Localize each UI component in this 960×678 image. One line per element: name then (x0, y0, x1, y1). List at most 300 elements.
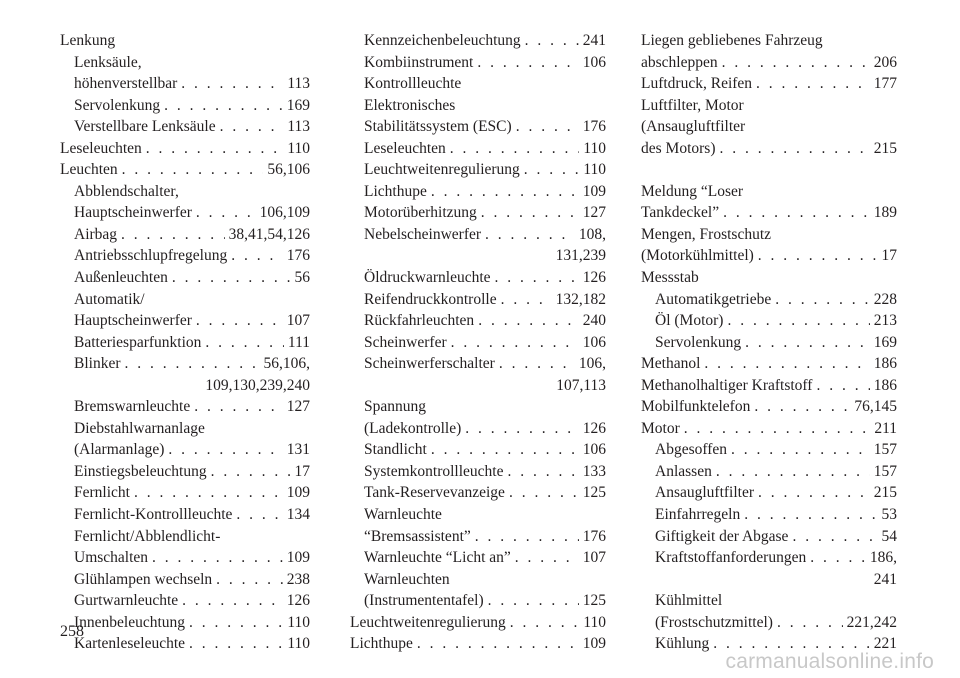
index-column-1 (60, 30, 310, 655)
index-term: (Motorkühlmittel) (641, 247, 754, 265)
index-term: Öl (Motor) (655, 312, 724, 330)
index-page-refs: 176 (286, 247, 310, 265)
index-page-refs: 107,113 (556, 376, 606, 394)
index-subentry (60, 396, 310, 418)
index-page-refs: 240 (582, 312, 606, 330)
index-page-refs: 17 (294, 462, 310, 480)
index-page-refs: 176 (582, 118, 606, 136)
dot-leader (465, 418, 578, 440)
index-subentry (641, 310, 897, 332)
index-page-refs: 157 (873, 462, 897, 480)
dot-leader (172, 267, 291, 289)
index-page-refs: 106 (582, 441, 606, 459)
index-page-refs: 56 (294, 269, 310, 287)
dot-leader (524, 159, 580, 181)
index-page-refs: 134 (286, 506, 310, 524)
index-spacer (641, 159, 897, 181)
index-term: Kombiinstrument (364, 53, 474, 71)
index-page-refs: 126 (582, 269, 606, 287)
index-subentry (60, 482, 310, 504)
index-term: Warnleuchte (364, 506, 442, 524)
index-entry (60, 138, 310, 160)
index-page-refs: 109 (582, 182, 606, 200)
index-page-refs: 157 (873, 441, 897, 459)
index-page-refs: 56,106 (267, 161, 310, 179)
index-term: Kennzeichenbeleuchtung (364, 32, 521, 49)
dot-leader (758, 482, 870, 504)
index-term: Elektronisches (364, 96, 456, 114)
dot-leader (451, 332, 579, 354)
index-term: Methanolhaltiger Kraftstoff (641, 376, 813, 394)
dot-leader (501, 289, 552, 311)
index-term: Fernlicht-Kontrollleuchte (74, 506, 233, 524)
index-entry (641, 116, 897, 138)
index-term: Warnleuchten (364, 570, 450, 588)
index-subentry (60, 590, 310, 612)
index-subentry (641, 526, 897, 548)
index-subentry (641, 289, 897, 311)
dot-leader (525, 30, 579, 52)
index-term: Leuchtweitenregulierung (364, 161, 520, 179)
index-page-refs: 108, (578, 225, 606, 243)
index-page-refs: 132,182 (555, 290, 606, 308)
index-entry (641, 375, 897, 397)
index-page-refs: 53 (881, 506, 897, 524)
index-entry (60, 159, 310, 181)
dot-leader (745, 332, 870, 354)
watermark: carmanualsonline.info (725, 650, 934, 673)
index-term: Leuchtweitenregulierung (350, 613, 506, 631)
dot-leader (168, 439, 282, 461)
index-page-refs: 125 (582, 592, 606, 610)
index-subentry (60, 569, 310, 591)
dot-leader (475, 526, 579, 548)
index-subentry (60, 526, 310, 548)
index-term: Systemkontrollleuchte (364, 462, 504, 480)
index-subentry (60, 504, 310, 526)
index-term: Luftfilter, Motor (641, 96, 744, 114)
index-entry (641, 418, 897, 440)
index-term: Warnleuchte “Licht an” (364, 549, 511, 567)
index-term: Hauptscheinwerfer (74, 204, 192, 222)
dot-leader (754, 396, 850, 418)
index-subentry (641, 439, 897, 461)
index-term: “Bremsassistent” (364, 527, 471, 545)
index-term: Scheinwerferschalter (364, 355, 495, 373)
index-page-refs: 241 (582, 32, 606, 49)
index-subentry (350, 590, 606, 612)
index-subentry (60, 245, 310, 267)
index-term: Luftdruck, Reifen (641, 75, 753, 93)
dot-leader (134, 482, 283, 504)
index-page-refs: 110 (287, 613, 310, 631)
index-page-refs: 107 (286, 312, 310, 330)
index-subentry (60, 418, 310, 440)
index-subentry (60, 353, 310, 375)
dot-leader (507, 461, 578, 483)
index-term: (Instrumententafel) (364, 592, 484, 610)
index-page-refs: 131 (286, 441, 310, 459)
index-page-refs: 211 (874, 419, 897, 437)
index-page-refs: 131,239 (555, 247, 606, 265)
index-term: Tank-Reservevanzeige (364, 484, 505, 502)
index-term: Methanol (641, 355, 701, 373)
index-term: Diebstahlwarnanlage (74, 419, 205, 437)
index-page-refs: 109 (286, 549, 310, 567)
dot-leader (756, 73, 870, 95)
index-subentry (350, 526, 606, 548)
index-subentry (60, 310, 310, 332)
index-subentry (350, 30, 606, 52)
index-page-refs: 113 (287, 118, 310, 136)
index-page-refs: 56,106, (263, 355, 310, 373)
dot-leader (431, 439, 579, 461)
index-page-refs: 109 (582, 635, 606, 653)
dot-leader (205, 332, 283, 354)
index-term: Messstab (641, 269, 699, 287)
index-entry (641, 73, 897, 95)
index-page-refs: 107 (582, 549, 606, 567)
index-page-refs: 106, (578, 355, 606, 373)
index-term: Außenleuchten (74, 269, 168, 287)
dot-leader (716, 461, 870, 483)
index-term: Lichthupe (364, 182, 427, 200)
dot-leader (481, 202, 579, 224)
dot-leader (731, 439, 870, 461)
index-subentry (350, 224, 606, 246)
index-subentry (60, 267, 310, 289)
index-entry-continuation (60, 375, 310, 397)
index-term: Fernlicht (74, 484, 130, 502)
dot-leader (516, 116, 579, 138)
dot-leader (164, 95, 283, 117)
index-page-refs: 126 (582, 419, 606, 437)
dot-leader (478, 310, 579, 332)
index-term: Scheinwerfer (364, 333, 447, 351)
dot-leader (704, 353, 869, 375)
index-entry (641, 202, 897, 224)
index-page-refs: 238 (286, 570, 310, 588)
index-subentry (350, 202, 606, 224)
dot-leader (182, 590, 283, 612)
index-term: Nebelscheinwerfer (364, 225, 482, 243)
index-subentry (641, 547, 897, 569)
index-page-refs: 76,145 (854, 398, 897, 416)
index-entry-continuation (350, 375, 606, 397)
index-term: Leseleuchten (60, 139, 142, 157)
index-subentry (350, 159, 606, 181)
index-subentry (60, 332, 310, 354)
dot-leader (816, 375, 869, 397)
index-subentry (60, 439, 310, 461)
index-term: Stabilitätssystem (ESC) (364, 118, 512, 136)
index-term: (Ansaugluftfilter (641, 118, 746, 136)
index-term: Standlicht (364, 441, 427, 459)
index-page-refs: 110 (287, 139, 310, 157)
index-subentry (641, 332, 897, 354)
dot-leader (727, 310, 869, 332)
index-subentry (350, 289, 606, 311)
index-term: Umschalten (74, 549, 149, 567)
index-entry-continuation (350, 245, 606, 267)
index-subentry (641, 461, 897, 483)
dot-leader (515, 547, 579, 569)
index-page-refs: 110 (583, 613, 606, 631)
index-term: Kühlung (655, 635, 710, 653)
index-page-refs: 106,109 (259, 204, 310, 222)
dot-leader (509, 482, 579, 504)
dot-leader (196, 202, 256, 224)
dot-leader (684, 418, 871, 440)
index-subentry (60, 95, 310, 117)
index-term: Automatikgetriebe (655, 290, 772, 308)
index-term: Ansaugluftfilter (655, 484, 755, 502)
index-page-refs: 133 (582, 462, 606, 480)
index-page-refs: 106 (582, 333, 606, 351)
index-subentry (641, 504, 897, 526)
index-page-refs: 110 (583, 161, 606, 179)
dot-leader (152, 547, 283, 569)
index-term: Meldung “Loser (641, 182, 744, 200)
dot-leader (510, 612, 580, 634)
index-term: Bremswarnleuchte (74, 398, 191, 416)
index-subentry (350, 73, 606, 95)
index-term: Batteriesparfunktion (74, 333, 202, 351)
index-page-refs: 126 (286, 592, 310, 610)
index-subentry (641, 482, 897, 504)
index-subentry (60, 224, 310, 246)
index-term: Kontrollleuchte (364, 75, 462, 93)
index-term: Leseleuchten (364, 139, 446, 157)
dot-leader (744, 504, 877, 526)
index-term: Rückfahrleuchten (364, 312, 475, 330)
index-subentry (350, 504, 606, 526)
index-entry (641, 95, 897, 117)
index-term: Kartenleseleuchte (74, 635, 186, 653)
dot-leader (211, 461, 291, 483)
index-term: Motorüberhitzung (364, 204, 477, 222)
index-term: Gurtwarnleuchte (74, 592, 179, 610)
index-subentry (350, 310, 606, 332)
index-page-refs: 111 (287, 333, 310, 351)
index-page-refs: 54 (881, 527, 897, 545)
dot-leader (450, 138, 580, 160)
index-subentry (60, 547, 310, 569)
index-term: Automatik/ (74, 290, 145, 308)
index-term: Liegen gebliebenes Fahrzeug (641, 32, 823, 49)
index-term: Glühlampen wechseln (74, 570, 213, 588)
index-term: Lenkung (60, 32, 116, 49)
index-subentry (350, 181, 606, 203)
index-page-refs: 221 (873, 635, 897, 653)
index-term: Verstellbare Lenksäule (74, 118, 216, 136)
index-term: Hauptscheinwerfer (74, 312, 192, 330)
index-term: Anlassen (655, 462, 712, 480)
index-subentry (350, 353, 606, 375)
index-subentry (60, 612, 310, 634)
index-subentry (350, 439, 606, 461)
index-term: höhenverstellbar (74, 75, 178, 93)
dot-leader (181, 73, 283, 95)
index-term: Tankdeckel” (641, 204, 720, 222)
index-page-refs: 186, (869, 549, 897, 567)
dot-leader (146, 138, 284, 160)
index-page-refs: 17 (881, 247, 897, 265)
index-entry (641, 30, 897, 52)
index-entry (641, 224, 897, 246)
index-page-refs: 169 (286, 96, 310, 114)
index-term: Einstiegsbeleuchtung (74, 462, 207, 480)
index-page-refs: 213 (873, 312, 897, 330)
dot-leader (495, 267, 579, 289)
dot-leader (477, 52, 578, 74)
index-page-refs: 206 (873, 53, 897, 71)
index-entry (641, 138, 897, 160)
index-page-refs: 215 (873, 484, 897, 502)
index-entry-continuation (641, 569, 897, 591)
index-subentry (350, 52, 606, 74)
index-page-refs: 109 (286, 484, 310, 502)
index-term: Lichthupe (350, 635, 413, 653)
index-page-refs: 110 (287, 635, 310, 653)
index-subentry (60, 289, 310, 311)
dot-leader (220, 116, 284, 138)
dot-leader (189, 612, 283, 634)
index-entry (60, 30, 310, 52)
index-term: Kühlmittel (655, 592, 723, 610)
index-subentry (350, 396, 606, 418)
index-subentry (350, 138, 606, 160)
index-subentry (641, 590, 897, 612)
index-entry (350, 612, 606, 634)
dot-leader (417, 633, 579, 655)
dot-leader (758, 245, 878, 267)
index-page-refs: 106 (582, 53, 606, 71)
index-term: Mobilfunktelefon (641, 398, 751, 416)
index-page-refs: 127 (286, 398, 310, 416)
index-subentry (60, 461, 310, 483)
index-page-refs: 109,130,239,240 (205, 376, 310, 394)
index-column-3 (641, 30, 897, 655)
index-subentry (60, 202, 310, 224)
index-page-refs: 127 (582, 204, 606, 222)
dot-leader (125, 353, 260, 375)
index-term: Abblendschalter, (74, 182, 179, 200)
index-subentry (350, 332, 606, 354)
index-term: Einfahrregeln (655, 506, 741, 524)
index-page-refs: 228 (873, 290, 897, 308)
dot-leader (722, 52, 870, 74)
index-term: Servolenkung (655, 333, 742, 351)
index-term: Spannung (364, 398, 426, 416)
index-page-refs: 241 (873, 570, 897, 588)
index-page-refs: 189 (873, 204, 897, 222)
index-page-refs: 177 (873, 75, 897, 93)
index-page-refs: 169 (873, 333, 897, 351)
dot-leader (216, 569, 283, 591)
index-term: Innenbeleuchtung (74, 613, 186, 631)
index-page-refs: 215 (873, 139, 897, 157)
dot-leader (121, 224, 225, 246)
index-subentry (350, 95, 606, 117)
index-term: (Ladekontrolle) (364, 419, 462, 437)
dot-leader (231, 245, 283, 267)
dot-leader (499, 353, 575, 375)
index-subentry (60, 52, 310, 74)
index-term: (Alarmanlage) (74, 441, 165, 459)
index-page-refs: 176 (582, 527, 606, 545)
index-term: Blinker (74, 355, 121, 373)
index-term: des Motors) (641, 139, 716, 157)
dot-leader (236, 504, 282, 526)
dot-leader (194, 396, 283, 418)
index-subentry (60, 116, 310, 138)
index-term: (Frostschutzmittel) (655, 613, 773, 631)
dot-leader (723, 202, 870, 224)
index-entry (641, 52, 897, 74)
index-subentry (60, 181, 310, 203)
index-term: Giftigkeit der Abgase (655, 527, 789, 545)
index-page-refs: 125 (582, 484, 606, 502)
dot-leader (488, 590, 579, 612)
index-subentry (350, 547, 606, 569)
index-entry (350, 633, 606, 655)
index-page-refs: 221,242 (846, 613, 897, 631)
page-number: 258 (60, 623, 84, 640)
index-page-refs: 186 (873, 355, 897, 373)
dot-leader (189, 633, 283, 655)
index-term: Kraftstoffanforderungen (655, 549, 807, 567)
index-entry (641, 353, 897, 375)
index-entry (641, 245, 897, 267)
index-subentry (350, 569, 606, 591)
index-page-refs: 186 (873, 376, 897, 394)
index-term: Motor (641, 419, 680, 437)
dot-leader (792, 526, 877, 548)
index-page-refs: 113 (287, 75, 310, 93)
index-term: Airbag (74, 225, 118, 243)
index-page-refs: 110 (583, 139, 606, 157)
index-term: abschleppen (641, 53, 718, 71)
index-term: Fernlicht/Abblendlicht- (74, 527, 221, 545)
index-term: Abgesoffen (655, 441, 728, 459)
dot-leader (810, 547, 866, 569)
index-entry (641, 181, 897, 203)
index-subentry (60, 73, 310, 95)
index-term: Antriebsschlupfregelung (74, 247, 228, 265)
index-subentry (350, 267, 606, 289)
dot-leader (122, 159, 264, 181)
index-term: Öldruckwarnleuchte (364, 269, 491, 287)
index-subentry (350, 116, 606, 138)
index-term: Servolenkung (74, 96, 161, 114)
index-entry (641, 267, 897, 289)
index-term: Reifendruckkontrolle (364, 290, 497, 308)
index-term: Mengen, Frostschutz (641, 225, 772, 243)
index-term: Leuchten (60, 161, 118, 179)
index-subentry (350, 482, 606, 504)
index-subentry (641, 612, 897, 634)
index-subentry (350, 461, 606, 483)
dot-leader (719, 138, 869, 160)
dot-leader (777, 612, 843, 634)
index-page-refs: 38,41,54,126 (228, 225, 310, 243)
dot-leader (431, 181, 579, 203)
dot-leader (196, 310, 283, 332)
dot-leader (775, 289, 870, 311)
index-subentry (350, 418, 606, 440)
index-entry (641, 396, 897, 418)
